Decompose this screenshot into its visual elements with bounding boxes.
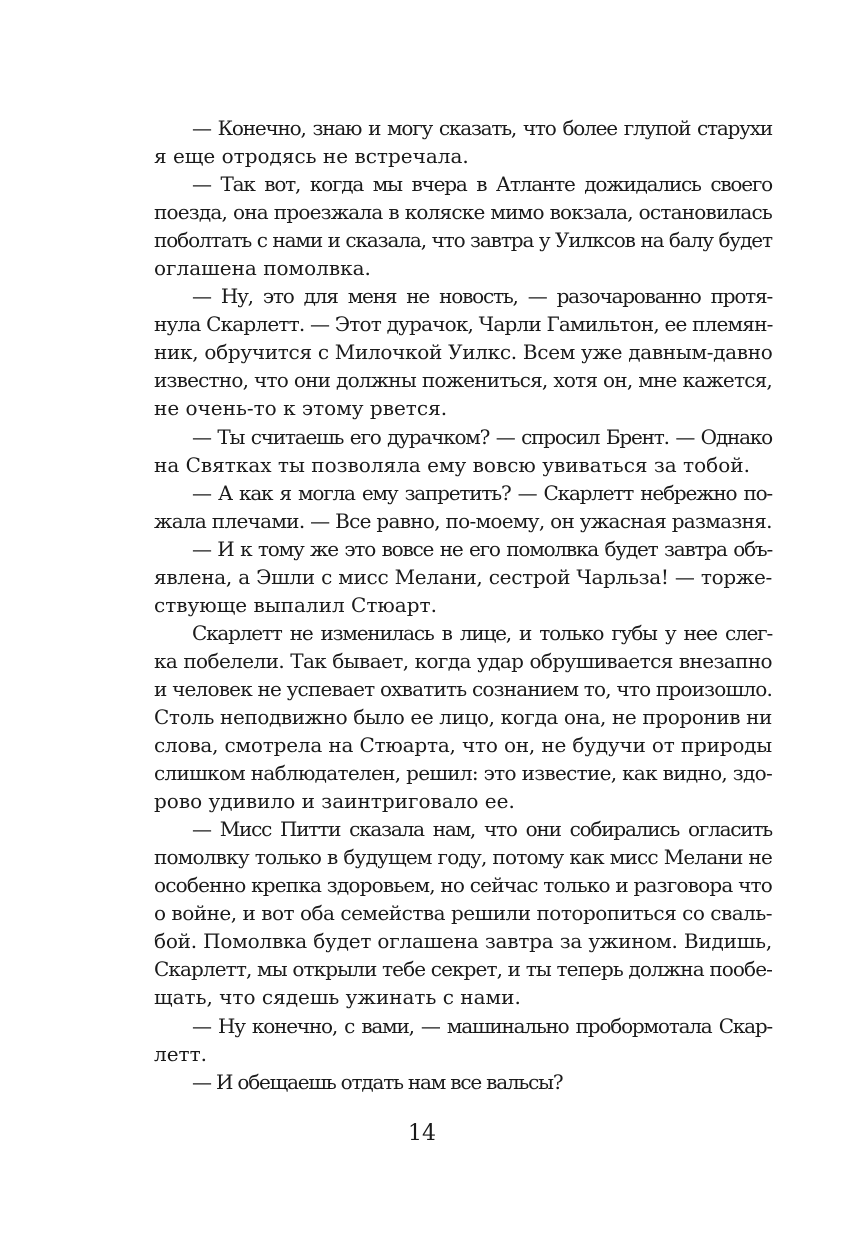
text-line: — И к тому же это вовсе не его помолвка будет завтра объ- [192,536,772,561]
body-text [116,114,772,1096]
text-line: помолвку только в будущем году, потому как мисс Мелани не [154,845,772,870]
text-line: летт. [154,1041,208,1066]
text-line: на Святках ты позволяла ему вовсю увиваться за тобой. [154,452,750,477]
text-line: жала плечами. — Все равно, по-моему, он ужасная размазня. [154,508,772,533]
text-line: — Так вот, когда мы вчера в Атланте дожидались своего [192,172,772,197]
text-line: о войне, и вот оба семейства решили поторопиться со сваль- [154,901,772,926]
text-line: Скарлетт, мы открыли тебе секрет, и ты теперь должна пообе- [154,957,772,982]
text-line: и человек не успевает охватить сознанием то, что произошло. [154,676,773,701]
paragraph [116,423,772,479]
text-line: нула Скарлетт. — Этот дурачок, Чарли Гамильтон, ее племян- [154,312,773,337]
paragraph [116,282,772,422]
text-line: — Мисс Питти сказала нам, что они собирались огласить [192,817,772,842]
text-line: слишком наблюдателен, решил: это известие, как видно, здо- [154,761,772,786]
text-line: не очень-то к этому рвется. [154,396,448,421]
text-line: — Ты считаешь его дурачком? — спросил Брент. — Однако [192,424,772,449]
text-line: слова, смотрела на Стюарта, что он, не будучи от природы [154,733,772,758]
text-line: явлена, а Эшли с мисс Мелани, сестрой Чарльза! — торже- [154,564,772,589]
text-line: поезда, она проезжала в коляске мимо вокзала, остановилась [154,200,772,225]
text-line: особенно крепка здоровьем, но сейчас только и разговора что [154,873,772,898]
text-line: я еще отродясь не встречала. [154,144,469,169]
text-line: бой. Помолвка будет оглашена завтра за ужином. Видишь, [154,929,772,954]
paragraph [116,619,772,815]
text-line: ник, обручится с Милочкой Уилкс. Всем уже давным-давно [154,340,773,365]
text-line: — А как я могла ему запретить? — Скарлетт небрежно по- [192,480,772,505]
paragraph [116,479,772,535]
paragraph [116,170,772,282]
paragraph [116,1068,772,1096]
text-line: — Ну конечно, с вами, — машинально пробормотала Скар- [192,1013,772,1038]
text-line: Скарлетт не изменилась в лице, и только губы у нее слег- [192,620,772,645]
paragraph [116,815,772,1011]
text-line: известно, что они должны пожениться, хотя он, мне кажется, [154,368,772,393]
text-line: — Конечно, знаю и могу сказать, что более глупой старухи [192,116,772,140]
text-line: ствующе выпалил Стюарт. [154,592,437,617]
text-line: — Ну, это для меня не новость, — разочарованно протя- [192,284,772,309]
paragraph [116,114,772,170]
paragraph [116,1012,772,1068]
text-line: — И обещаешь отдать нам все вальсы? [192,1069,563,1094]
text-line: Столь неподвижно было ее лицо, когда она, не проронив ни [154,704,772,729]
text-line: щать, что сядешь ужинать с нами. [154,985,521,1010]
text-line: оглашена помолвка. [154,256,371,281]
text-line: поболтать с нами и сказала, что завтра у Уилксов на балу будет [154,228,772,253]
text-line: ка побелели. Так бывает, когда удар обрушивается внезапно [154,648,772,673]
page-number: 14 [408,1121,436,1146]
paragraph [116,535,772,619]
text-line: рово удивило и заинтриговало ее. [154,789,515,814]
